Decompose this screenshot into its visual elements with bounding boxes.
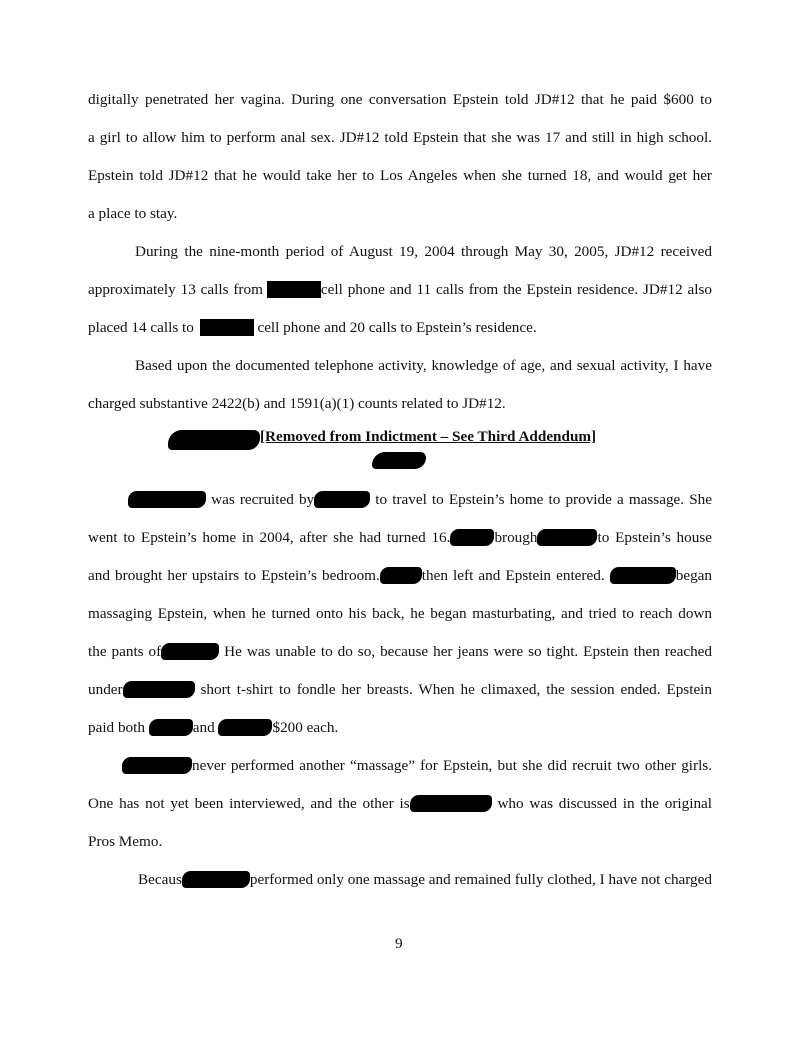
text-line: a girl to allow him to perform anal sex. JD#12 told Epstein that she was 17 and still in high school. — [88, 129, 712, 146]
text-run: was recruited by — [211, 491, 315, 508]
text-line: digitally penetrated her vagina. During one conversation Epstein told JD#12 that he paid $600 to — [88, 91, 712, 108]
text-line — [88, 318, 712, 338]
text-line — [88, 280, 712, 300]
text-line — [128, 490, 712, 510]
text-run: under — [88, 681, 123, 698]
redaction-blot — [122, 757, 192, 774]
redaction-bar — [200, 319, 254, 336]
redaction-blot — [372, 452, 426, 469]
redaction-blot — [218, 719, 272, 736]
text-run: He was unable to do so, because her jeans were so tight. Epstein then reached — [224, 643, 713, 660]
redaction-blot — [537, 529, 597, 546]
text-line: charged substantive 2422(b) and 1591(a)(1) counts related to JD#12. — [88, 395, 506, 412]
text-line — [122, 756, 712, 776]
redaction-blot — [149, 719, 193, 736]
text-line — [88, 642, 712, 662]
text-line: During the nine-month period of August 19, 2004 through May 30, 2005, JD#12 received — [135, 243, 712, 260]
text-run: and brought her upstairs to Epstein’s bedroom. — [88, 567, 380, 584]
redaction-blot — [128, 491, 206, 508]
text-run: One has not yet been interviewed, and the other is — [88, 795, 410, 812]
redaction-blot — [161, 643, 219, 660]
text-run: to travel to Epstein’s home to provide a massage. She — [375, 491, 712, 508]
redaction-blot — [610, 567, 676, 584]
text-run: brough — [494, 529, 538, 546]
text-line — [88, 718, 712, 738]
redaction-blot — [410, 795, 492, 812]
redaction-blot — [168, 430, 260, 450]
redaction-blot — [123, 681, 195, 698]
text-line: massaging Epstein, when he turned onto his back, he began masturbating, and tried to reach down — [88, 605, 712, 622]
text-run: cell phone and 11 calls from the Epstein residence. JD#12 also — [320, 281, 713, 298]
text-run: $200 each. — [272, 719, 339, 736]
redaction-blot — [182, 871, 250, 888]
text-run: never performed another “massage” for Epstein, but she did recruit two other girls. — [192, 757, 712, 774]
text-line: Based upon the documented telephone activity, knowledge of age, and sexual activity, I have — [135, 357, 712, 374]
redaction-bar — [267, 281, 321, 298]
text-run: and — [192, 719, 215, 736]
text-run: then left and Epstein entered. — [421, 567, 605, 584]
text-run: went to Epstein’s home in 2004, after she had turned 16. — [88, 529, 451, 546]
redaction-blot — [380, 567, 422, 584]
text-line — [88, 566, 712, 586]
text-run: began — [675, 567, 713, 584]
text-run: placed 14 calls to — [88, 319, 194, 336]
text-line — [88, 528, 712, 548]
text-line — [138, 870, 712, 890]
section-heading: [Removed from Indictment – See Third Addendum] — [260, 428, 597, 445]
text-line — [88, 794, 712, 814]
text-line — [88, 680, 712, 700]
text-run: the pants of — [88, 643, 162, 660]
text-run: paid both — [88, 719, 145, 736]
text-run: performed only one massage and remained fully clothed, I have not charged — [249, 871, 712, 888]
text-line: Epstein told JD#12 that he would take her to Los Angeles when she turned 18, and would get her — [88, 167, 712, 184]
text-run: Becaus — [138, 871, 182, 888]
text-run: to Epstein’s house — [597, 529, 712, 546]
text-line: Pros Memo. — [88, 833, 163, 850]
text-run: approximately 13 calls from — [88, 281, 263, 298]
text-run: short t-shirt to fondle her breasts. When he climaxed, the session ended. Epstein — [200, 681, 712, 698]
redaction-blot — [450, 529, 494, 546]
text-line: a place to stay. — [88, 205, 178, 222]
page-number: 9 — [395, 935, 403, 952]
redaction-blot — [314, 491, 370, 508]
text-run: cell phone and 20 calls to Epstein’s residence. — [257, 319, 537, 336]
text-run: who was discussed in the original — [497, 795, 713, 812]
